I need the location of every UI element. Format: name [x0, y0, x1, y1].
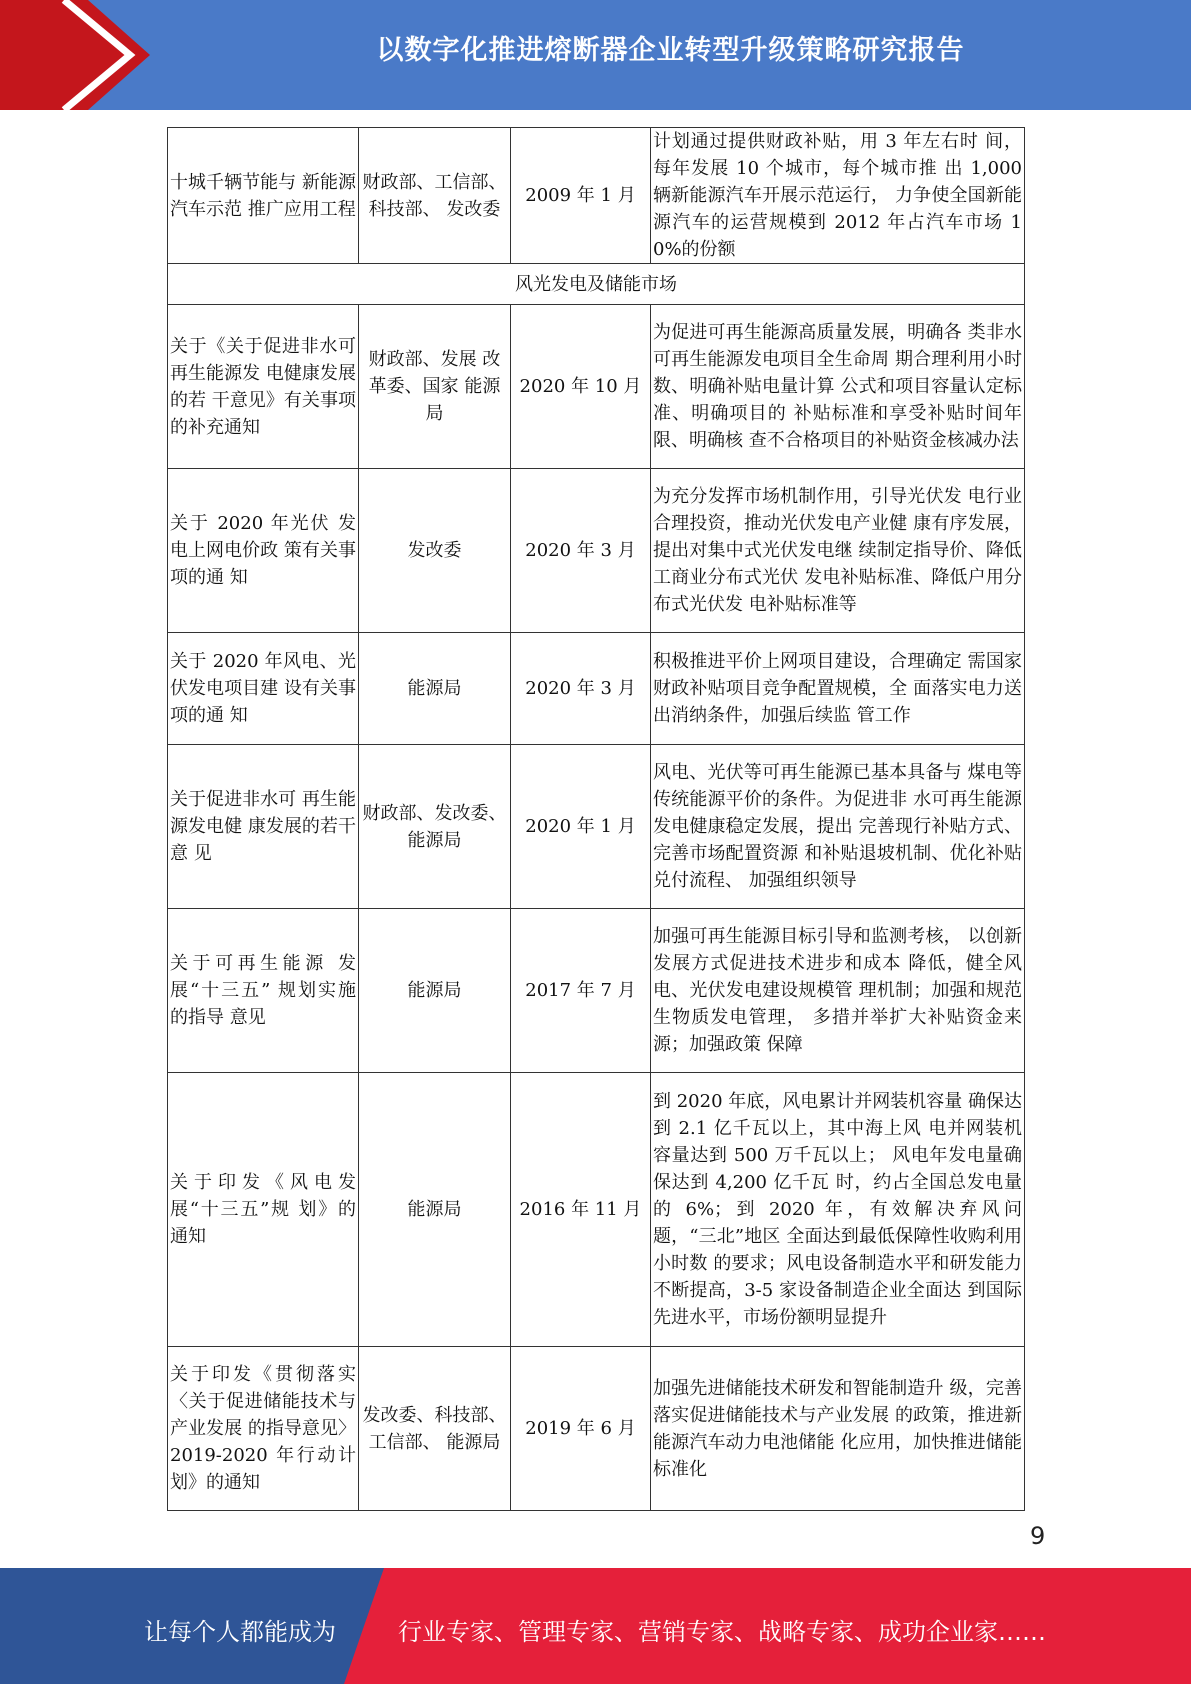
department-cell: 财政部、发改委、能源局 [359, 745, 511, 909]
department-cell: 能源局 [359, 1073, 511, 1347]
date-cell: 2009 年 1 月 [511, 128, 651, 264]
policy-name-cell: 关于促进非水可 再生能源发电健 康发展的若干意 见 [168, 745, 359, 909]
policy-name-cell: 关于《关于促进非水可再生能源发 电健康发展的若 干意见》有关事项 的补充通知 [168, 305, 359, 469]
table-row [168, 305, 1025, 469]
department-cell: 财政部、发展 改革委、国家 能源局 [359, 305, 511, 469]
department-cell: 财政部、工信部、科技部、 发改委 [359, 128, 511, 264]
policy-name-cell: 关于可再生能源 发展“十三五” 规划实施的指导 意见 [168, 909, 359, 1073]
date-cell: 2019 年 6 月 [511, 1347, 651, 1511]
description-cell: 到 2020 年底，风电累计并网装机容量 确保达到 2.1 亿千瓦以上，其中海上风 电并网装机容量达到 500 万千瓦以上； 风电年发电量确保达到 4,200 亿千瓦 时，约占全国总发电量的 6%；到 2020 年，有效解决弃风问题，“三北”地区 全面达到最低保障性收购利用小时数 的要求；风电设备制造水平和研发能力 不断提高，3-5 家设备制造企业全面达 到国际先进水平，市场份额明显提升 [651, 1073, 1025, 1347]
description-cell: 风电、光伏等可再生能源已基本具备与 煤电等传统能源平价的条件。为促进非 水可再生能源发电健康稳定发展，提出 完善现行补贴方式、完善市场配置资源 和补贴退坡机制、优化补贴兑付流程、 加强组织领导 [651, 745, 1025, 909]
section-row [168, 264, 1025, 305]
policy-table [167, 127, 1025, 1511]
table-row [168, 1073, 1025, 1347]
policy-name-cell: 十城千辆节能与 新能源汽车示范 推广应用工程 [168, 128, 359, 264]
description-cell: 计划通过提供财政补贴，用 3 年左右时 间，每年发展 10 个城市，每个城市推 出 1,000 辆新能源汽车开展示范运行， 力争使全国新能源汽车的运营规模到 2012 年占汽车市场 10%的份额 [651, 128, 1025, 264]
date-cell: 2017 年 7 月 [511, 909, 651, 1073]
page-footer [0, 1568, 1191, 1684]
table-row [168, 469, 1025, 633]
date-cell: 2020 年 1 月 [511, 745, 651, 909]
department-cell: 能源局 [359, 909, 511, 1073]
description-cell: 积极推进平价上网项目建设，合理确定 需国家财政补贴项目竞争配置规模，全 面落实电力送出消纳条件，加强后续监 管工作 [651, 633, 1025, 745]
table-row [168, 909, 1025, 1073]
description-cell: 为促进可再生能源高质量发展，明确各 类非水可再生能源发电项目全生命周 期合理利用小时数、明确补贴电量计算 公式和项目容量认定标准、明确项目的 补贴标准和享受补贴时间年限、明确核 查不合格项目的补贴资金核减办法 [651, 305, 1025, 469]
table-row [168, 128, 1025, 264]
department-cell: 发改委、科技部、工信部、 能源局 [359, 1347, 511, 1511]
policy-name-cell: 关于 2020 年光伏 发电上网电价政 策有关事项的通 知 [168, 469, 359, 633]
description-cell: 为充分发挥市场机制作用，引导光伏发 电行业合理投资，推动光伏发电产业健 康有序发展，提出对集中式光伏发电继 续制定指导价、降低工商业分布式光伏 发电补贴标准、降低户用分布式光伏发 电补贴标准等 [651, 469, 1025, 633]
footer-slogan-right: 行业专家、管理专家、营销专家、战略专家、成功企业家…… [398, 1618, 1046, 1646]
date-cell: 2020 年 10 月 [511, 305, 651, 469]
description-cell: 加强先进储能技术研发和智能制造升 级，完善落实促进储能技术与产业发展 的政策，推进新能源汽车动力电池储能 化应用，加快推进储能标准化 [651, 1347, 1025, 1511]
section-title: 风光发电及储能市场 [168, 264, 1025, 305]
description-cell: 加强可再生能源目标引导和监测考核， 以创新发展方式促进技术进步和成本 降低，健全风电、光伏发电建设规模管 理机制；加强和规范生物质发电管理， 多措并举扩大补贴资金来源；加强政策 保障 [651, 909, 1025, 1073]
date-cell: 2020 年 3 月 [511, 633, 651, 745]
policy-table-container [167, 127, 1024, 1511]
report-title: 以数字化推进熔断器企业转型升级策略研究报告 [376, 35, 965, 66]
header-arrow-decoration [0, 0, 150, 110]
page-header [0, 0, 1191, 110]
policy-name-cell: 关于印发《风电发展“十三五”规 划》的通知 [168, 1073, 359, 1347]
department-cell: 能源局 [359, 633, 511, 745]
policy-name-cell: 关于 2020 年风电、光伏发电项目建 设有关事项的通 知 [168, 633, 359, 745]
department-cell: 发改委 [359, 469, 511, 633]
table-row [168, 745, 1025, 909]
date-cell: 2016 年 11 月 [511, 1073, 651, 1347]
footer-slogan-left: 让每个人都能成为 [144, 1618, 336, 1646]
date-cell: 2020 年 3 月 [511, 469, 651, 633]
page-number: 9 [1030, 1522, 1046, 1550]
table-row [168, 1347, 1025, 1511]
table-row [168, 633, 1025, 745]
policy-name-cell: 关于印发《贯彻落实〈关于促进储能技术与产业发展 的指导意见〉 2019-2020 年行动计划》的通知 [168, 1347, 359, 1511]
